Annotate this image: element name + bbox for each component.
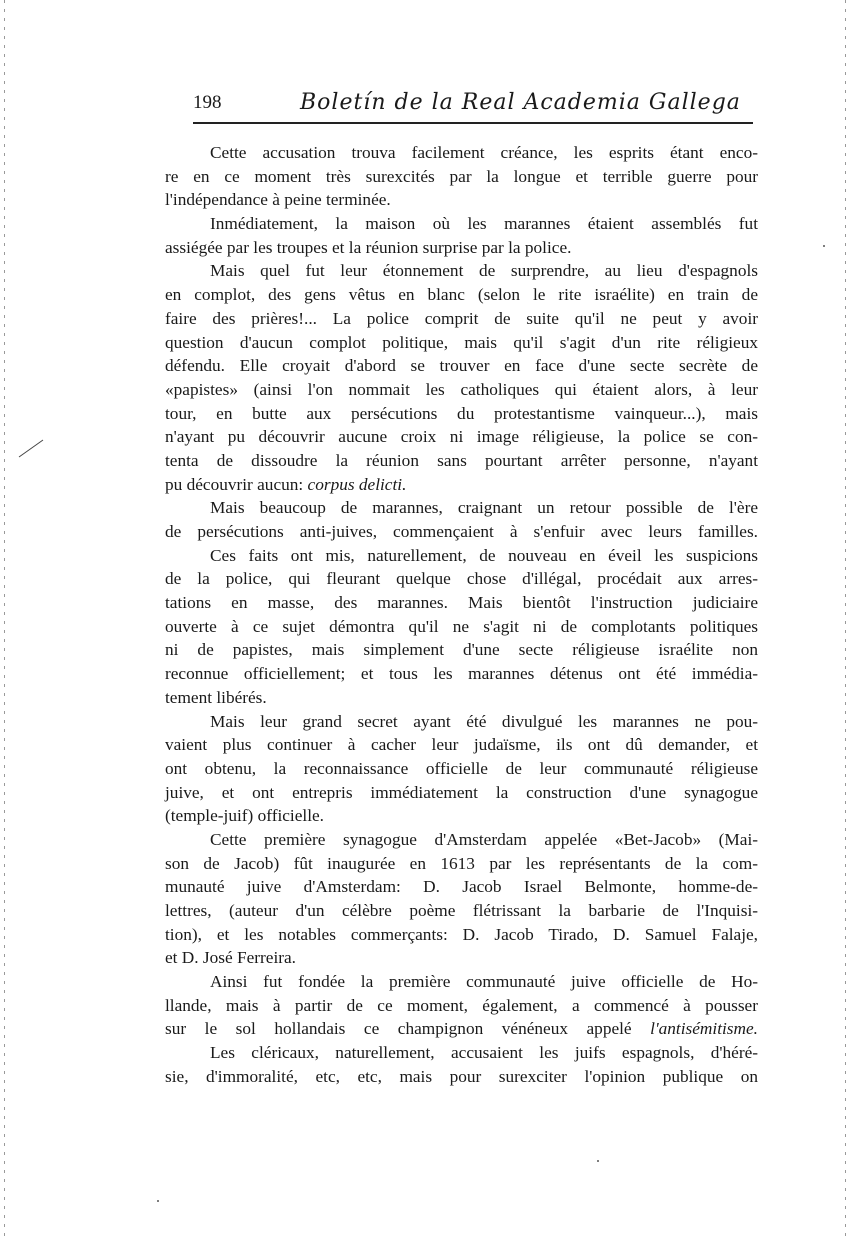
text-line [165,994,758,1018]
text-line [165,923,758,947]
line-text: tion), et les notables commerçants: D. Jacob Tirado, D. Samuel Falaje, [165,924,758,944]
line-text: Ainsi fut fondée la première communauté juive officielle de Ho- [210,972,758,992]
text-line [165,473,758,497]
italic-text: corpus delicti. [307,474,407,494]
text-line [165,212,758,236]
text-line [165,1041,758,1065]
line-text: Mais leur grand secret ayant été divulgué les marannes ne pou- [210,711,758,731]
text-line [165,141,758,165]
scan-mark [18,438,44,458]
line-text: assiégée par les troupes et la réunion surprise par la police. [165,237,572,257]
line-text: (temple-juif) officielle. [165,806,324,826]
text-line [165,283,758,307]
text-line [165,686,758,710]
text-line [165,899,758,923]
line-text: tations en masse, des marannes. Mais bientôt l'instruction judiciaire [165,593,758,613]
line-text: sie, d'immoralité, etc, etc, mais pour surexciter l'opinion publique on [165,1066,758,1086]
text-line [165,307,758,331]
line-text: «papistes» (ainsi l'on nommait les catholiques qui étaient alors, à leur [165,379,758,399]
text-line [165,449,758,473]
line-text: Mais beaucoup de marannes, craignant un retour possible de l'ère [210,498,758,518]
text-line [165,946,758,970]
text-line [165,828,758,852]
italic-text: l'antisémitisme. [650,1019,758,1039]
line-text: reconnue officiellement; et tous les marannes détenus ont été immédia- [165,664,758,684]
text-line [165,970,758,994]
text-line [165,733,758,757]
line-text: de persécutions anti-juives, commençaient à s'enfuir avec leurs familles. [165,522,758,541]
line-text: Inmédiatement, la maison où les marannes étaient assemblés fut [210,214,758,234]
line-text: n'ayant pu découvrir aucune croix ni image réligieuse, la police se con- [165,427,758,447]
text-line [165,662,758,686]
text-line [165,710,758,734]
text-line [165,496,758,520]
line-text: son de Jacob) fût inaugurée en 1613 par les représentants de la com- [165,853,758,873]
text-line [165,1017,758,1041]
line-text: vaient plus continuer à cacher leur judaïsme, ils ont dû demander, et [165,735,758,755]
line-text: l'indépendance à peine terminée. [165,190,391,210]
line-text: pu découvrir aucun: [165,474,308,494]
line-text: Les cléricaux, naturellement, accusaient les juifs espagnols, d'héré- [210,1043,758,1063]
text-line [165,378,758,402]
line-text: juive, et ont entrepris immédiatement la construction d'une synagogue [165,782,758,802]
line-text: tour, en butte aux persécutions du protestantisme vainqueur...), mais [165,403,758,423]
text-line [165,804,758,828]
text-line [165,331,758,355]
page-number: 198 [193,92,222,113]
scan-speck [823,245,825,247]
text-line [165,402,758,426]
line-text: re en ce moment très surexcités par la longue et terrible guerre pour [165,166,758,186]
line-text: ni de papistes, mais simplement d'une secte réligieuse israélite non [165,640,758,660]
line-text: faire des prières!... La police comprit de suite qu'il ne peut y avoir [165,308,758,328]
text-line [165,165,758,189]
text-line [165,567,758,591]
line-text: question d'aucun complot politique, mais qu'il s'agit d'un rite réligieux [165,332,758,352]
line-text: tement libérés. [165,687,267,707]
text-line [165,188,758,212]
line-text: Cette première synagogue d'Amsterdam appelée «Bet-Jacob» (Mai- [210,829,758,849]
line-text: llande, mais à partir de ce moment, également, a commencé à pousser [165,995,758,1015]
text-line [165,544,758,568]
line-text: munauté juive d'Amsterdam: D. Jacob Israel Belmonte, homme-de- [165,877,758,897]
scan-speck [597,1160,599,1162]
text-line [165,425,758,449]
scan-speck [157,1200,159,1202]
text-line [165,354,758,378]
running-header [193,92,753,124]
text-line [165,236,758,260]
line-text: ouverte à ce sujet démontra qu'il ne s'agit ni de complotants politiques [165,616,758,636]
body-text [165,141,758,1089]
text-line [165,875,758,899]
text-line [165,781,758,805]
text-line [165,638,758,662]
text-line [165,1065,758,1089]
line-text: de la police, qui fleurant quelque chose d'illégal, procédait aux arres- [165,569,758,589]
line-text: en complot, des gens vêtus en blanc (selon le rite israélite) en train de [165,285,758,305]
running-title: Boletín de la Real Academia Gallega [300,90,741,115]
line-text: et D. José Ferreira. [165,948,297,968]
line-text: lettres, (auteur d'un célèbre poème flétrissant la barbarie de l'Inquisi- [165,901,758,920]
text-line [165,259,758,283]
text-line [165,520,758,544]
header-rule [193,122,753,124]
line-text: sur le sol hollandais ce champignon vénéneux appelé [165,1019,651,1039]
text-line [165,591,758,615]
text-line [165,615,758,639]
text-line [165,757,758,781]
line-text: Cette accusation trouva facilement créance, les esprits étant enco- [210,143,758,162]
line-text: ont obtenu, la reconnaissance officielle de leur communauté réligieuse [165,758,758,778]
page-edge-left [4,0,5,1239]
text-line [165,852,758,876]
page-edge-right [845,0,846,1239]
line-text: Mais quel fut leur étonnement de surprendre, au lieu d'espagnols [210,261,758,281]
line-text: défendu. Elle croyait d'abord se trouver en face d'une secte secrète de [165,356,758,376]
line-text: Ces faits ont mis, naturellement, de nouveau en éveil les suspicions [210,545,758,565]
line-text: tenta de dissoudre la réunion sans pourtant arrêter personne, n'ayant [165,450,758,470]
